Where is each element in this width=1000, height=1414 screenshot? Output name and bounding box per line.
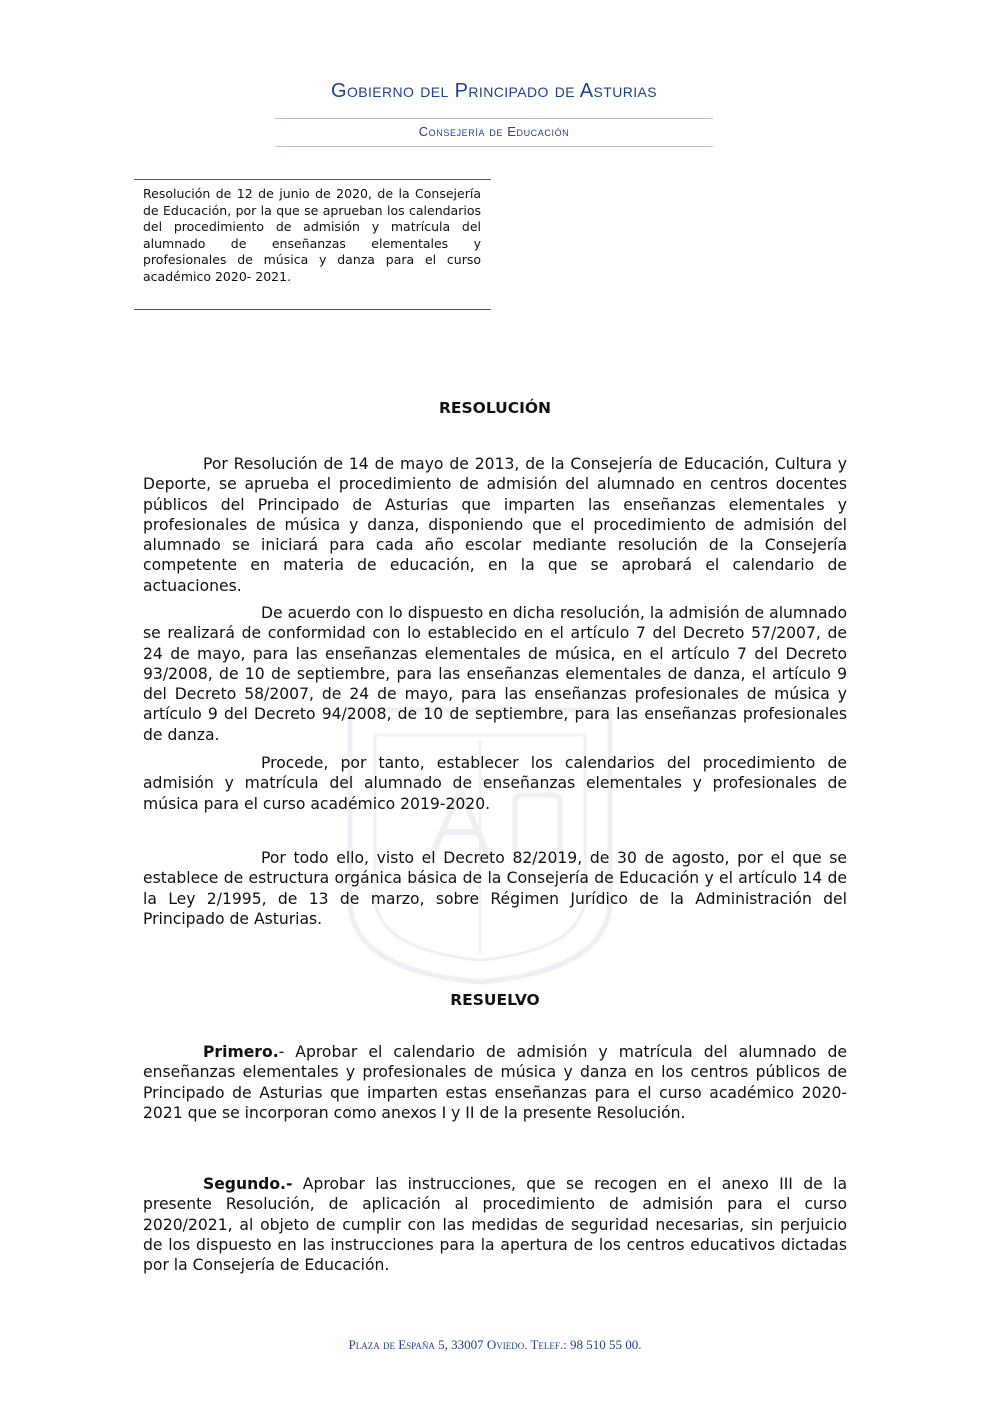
resolution-summary: Resolución de 12 de junio de 2020, de la Consejería de Educación, por la que se aprueban los calendarios del procedimiento de admisión y matrícula del alumnado de enseñanzas elementales y profesionales de música y danza para el curso académico 2020- 2021.	[143, 186, 481, 284]
paragraph-segundo	[143, 1174, 847, 1275]
primero-label: Primero.	[203, 1043, 279, 1061]
heading-resuelvo: RESUELVO	[450, 991, 540, 1009]
header-rule-top	[275, 118, 713, 119]
department-name: Consejería de Educación	[418, 124, 570, 139]
segundo-label: Segundo.-	[203, 1175, 293, 1193]
government-title: Gobierno del Principado de Asturias	[330, 80, 658, 102]
footer-address: Plaza de España 5, 33007 Oviedo. Telef.: 98 510 55 00.	[348, 1337, 642, 1352]
summary-rule-bottom	[134, 309, 491, 310]
paragraph-background: Por Resolución de 14 de mayo de 2013, de la Consejería de Educación, Cultura y Deporte, se aprueba el procedimiento de admisión del alumnado en centros docentes públicos del Principado de Asturias que imparten las enseñanzas elementales y profesionales de música y danza, disponiendo que el procedimiento de admisión del alumnado se iniciará para cada año escolar mediante resolución de la Consejería competente en materia de educación, en la que se aprobará el calendario de actuaciones.	[143, 455, 847, 595]
header-rule-bottom	[275, 146, 713, 147]
primero-text: - Aprobar el calendario de admisión y matrícula del alumnado de enseñanzas elementales y profesionales de música y danza en los centros públicos de Principado de Asturias que imparten estas enseñanzas para el curso académico 2020-2021 que se incorporan como anexos I y II de la presente Resolución.	[143, 1043, 847, 1122]
paragraph-decrees: De acuerdo con lo dispuesto en dicha resolución, la admisión de alumnado se realizará de conformidad con lo establecido en el artículo 7 del Decreto 57/2007, de 24 de mayo, para las enseñanzas elementales de música, en el artículo 7 del Decreto 93/2008, de 10 de septiembre, para las enseñanzas elementales de danza, el artículo 9 del Decreto 58/2007, de 24 de mayo, para las enseñanzas profesionales de música y artículo 9 del Decreto 94/2008, de 10 de septiembre, para las enseñanzas profesionales de danza.	[143, 604, 847, 744]
heading-resolucion: RESOLUCIÓN	[438, 399, 552, 417]
segundo-text: Aprobar las instrucciones, que se recogen en el anexo III de la presente Resolución, de aplicación al procedimiento de admisión para el curso 2020/2021, al objeto de cumplir con las medidas de seguridad necesarias, sin perjuicio de los dispuesto en las instrucciones para la apertura de los centros educativos dictadas por la Consejería de Educación.	[143, 1175, 847, 1275]
paragraph-procede: Procede, por tanto, establecer los calendarios del procedimiento de admisión y matrícula del alumnado de enseñanzas elementales y profesionales de música para el curso académico 2019-2020.	[143, 754, 847, 813]
summary-rule-top	[134, 179, 491, 180]
paragraph-por-todo-ello: Por todo ello, visto el Decreto 82/2019, de 30 de agosto, por el que se establece de estructura orgánica básica de la Consejería de Educación y el artículo 14 de la Ley 2/1995, de 13 de marzo, sobre Régimen Jurídico de la Administración del Principado de Asturias.	[143, 849, 847, 928]
paragraph-primero	[143, 1042, 847, 1123]
